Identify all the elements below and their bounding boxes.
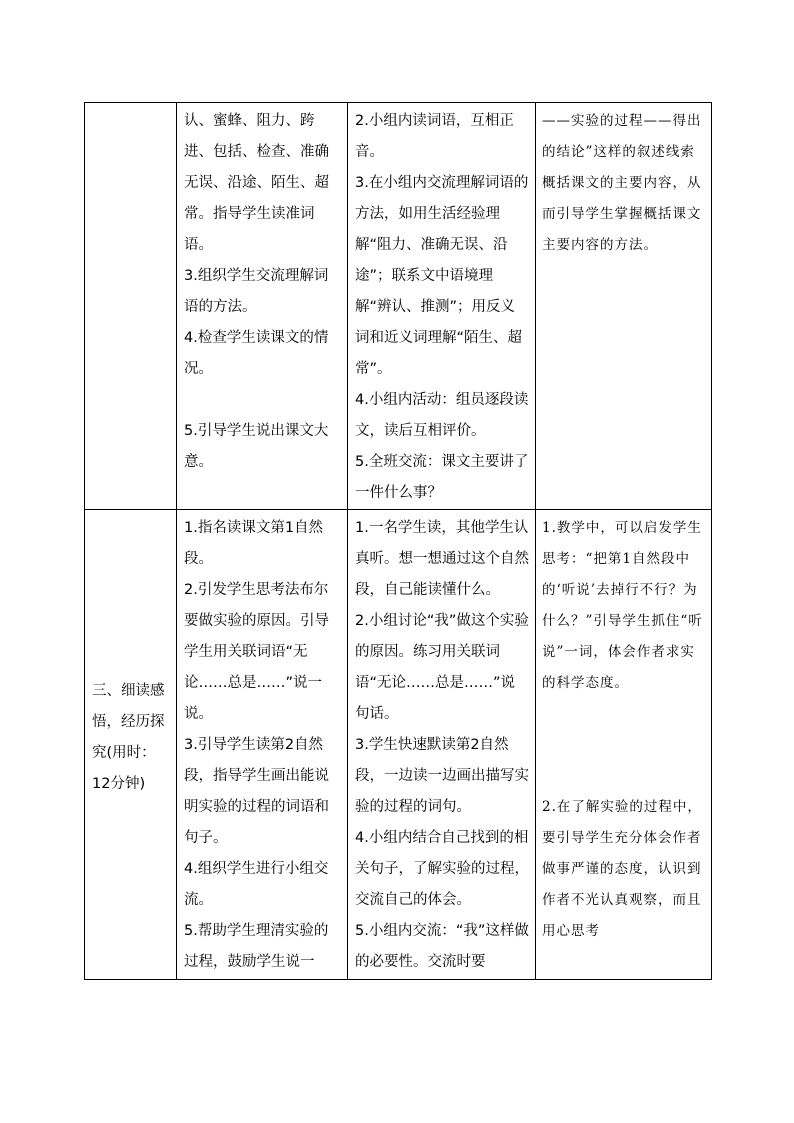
design-intent-cell bbox=[536, 510, 712, 980]
student-step: 4.小组内活动：组员逐段读文，读后互相评价。 bbox=[355, 392, 529, 439]
blank-line bbox=[542, 761, 705, 792]
teacher-step: 1.指名读课文第1自然段。 bbox=[184, 520, 324, 567]
design-note: ——实验的过程——得出的结论”这样的叙述线索概括课文的主要内容，从而引导学生掌握概括课文主要内容的方法。 bbox=[542, 113, 702, 253]
student-step: 1.一名学生读，其他学生认真听。想一想通过这个自然段，自己能读懂什么。 bbox=[355, 520, 529, 598]
teacher-step: 3.组织学生交流理解词语的方法。 bbox=[184, 268, 329, 315]
stage-cell bbox=[85, 510, 177, 980]
teacher-step: 3.引导学生读第2自然段，指导学生画出能说明实验的过程的词语和句子。 bbox=[184, 737, 329, 846]
table-row bbox=[85, 103, 712, 510]
design-intent-cell bbox=[536, 103, 712, 510]
design-note: 2.在了解实验的过程中，要引导学生充分体会作者做事严谨的态度，认识到作者不光认真观察，而且用心思考 bbox=[542, 799, 702, 939]
stage-label: 三、细读感悟，经历探究(用时：12分钟) bbox=[92, 683, 165, 792]
design-note: 1.教学中，可以启发学生思考：“把第1自然段中的‘听说’去掉行不行？为什么？”引导学生抓住“听说”一词，体会作者求实的科学态度。 bbox=[542, 520, 703, 691]
teacher-step: 5.帮助学生理清实验的过程，鼓励学生说一 bbox=[184, 923, 329, 970]
blank-line bbox=[542, 730, 705, 761]
teacher-step: 认、蜜蜂、阻力、跨进、包括、检查、准确无误、沿途、陌生、超常。指导学生读准词语。 bbox=[184, 113, 329, 253]
student-step: 4.小组内结合自己找到的相关句子，了解实验的过程，交流自己的体会。 bbox=[355, 830, 529, 908]
student-step: 2.小组内读词语，互相正音。 bbox=[355, 113, 514, 160]
student-step: 3.在小组内交流理解词语的方法，如用生活经验理解“阻力、准确无误、沿途”；联系文中语境理解“辨认、推测”；用反义词和近义词理解“陌生、超常”。 bbox=[355, 175, 529, 377]
table-row bbox=[85, 510, 712, 980]
student-step: 2.小组讨论“我”做这个实验的原因。练习用关联词语“无论……总是……”说句话。 bbox=[355, 613, 529, 722]
teacher-step: 5.引导学生说出课文大意。 bbox=[184, 423, 329, 470]
teacher-activity-cell bbox=[177, 103, 348, 510]
student-step: 5.小组内交流：“我”这样做的必要性。交流时要 bbox=[355, 923, 529, 970]
teacher-step: 4.检查学生读课文的情况。 bbox=[184, 330, 329, 377]
student-step: 5.全班交流：课文主要讲了一件什么事？ bbox=[355, 454, 529, 501]
stage-cell bbox=[85, 103, 177, 510]
blank-line bbox=[184, 385, 341, 416]
student-activity-cell bbox=[348, 510, 536, 980]
teacher-step: 2.引发学生思考法布尔要做实验的原因。引导学生用关联词语“无论……总是……”说一说。 bbox=[184, 582, 329, 722]
student-step: 3.学生快速默读第2自然段，一边读一边画出描写实验的过程的词句。 bbox=[355, 737, 529, 815]
blank-line bbox=[542, 699, 705, 730]
teacher-step: 4.组织学生进行小组交流。 bbox=[184, 861, 329, 908]
student-activity-cell bbox=[348, 103, 536, 510]
teacher-activity-cell bbox=[177, 510, 348, 980]
lesson-plan-table bbox=[84, 102, 712, 980]
